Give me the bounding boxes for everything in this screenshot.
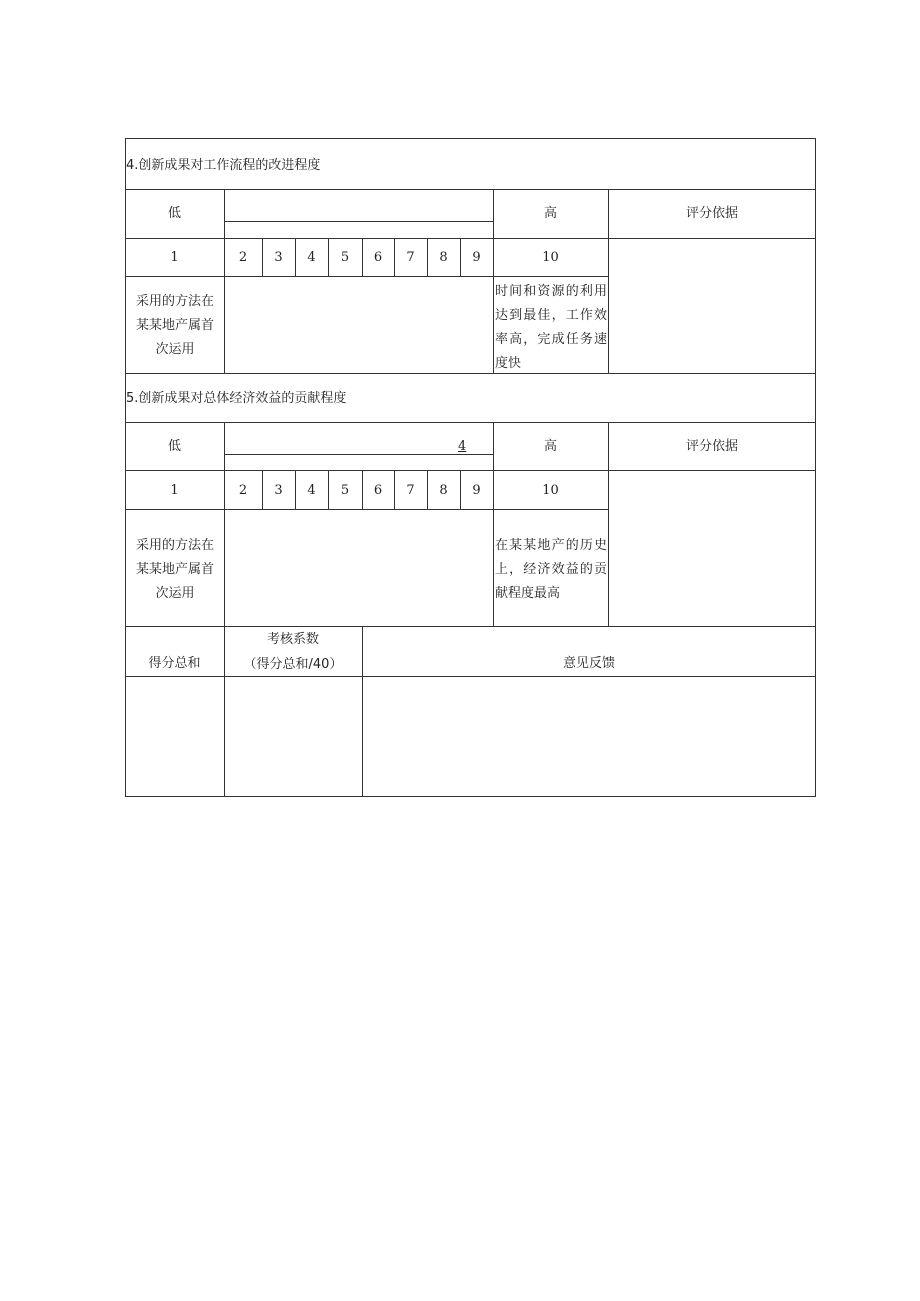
section4-score-10: 10: [542, 250, 559, 265]
section5-high-label: 高: [543, 439, 557, 454]
section5-score-3: 3: [274, 483, 283, 498]
total-score-label: 得分总和: [148, 656, 201, 671]
section5-title: 5.创新成果对总体经济效益的贡献程度: [126, 391, 347, 406]
section4-score-4: 4: [307, 250, 316, 265]
section4-high-label: 高: [543, 206, 557, 221]
section4-title: 4.创新成果对工作流程的改进程度: [126, 158, 321, 173]
section4-score-5: 5: [340, 250, 350, 265]
section4-score-6: 6: [373, 250, 383, 265]
section4-high-description: 时间和资源的利用达到最佳，工作效率高，完成任务速度快: [495, 284, 607, 371]
feedback-input-cell[interactable]: [363, 677, 815, 795]
feedback-label: 意见反馈: [562, 656, 615, 671]
divider: [125, 189, 816, 190]
section4-score-2: 2: [238, 250, 248, 265]
section4-score-1: 1: [170, 250, 179, 265]
section4-low-label: 低: [167, 206, 181, 221]
section5-score-5: 5: [340, 483, 350, 498]
section5-score-7: 7: [406, 483, 415, 498]
section4-basis-label: 评分依据: [685, 206, 738, 221]
section4-low-description: 采用的方法在某某地产属首次运用: [135, 294, 214, 357]
section5-score-10: 10: [542, 483, 559, 498]
section5-mid-mark: 4: [458, 439, 467, 454]
section5-basis-label: 评分依据: [685, 439, 738, 454]
section5-high-description: 在某某地产的历史上，经济效益的贡献程度最高: [495, 538, 607, 601]
section5-basis-cell[interactable]: [609, 471, 815, 625]
section5-low-label: 低: [167, 439, 181, 454]
section4-score-3: 3: [274, 250, 283, 265]
coefficient-formula: （得分总和/40）: [243, 657, 343, 672]
section4-basis-cell[interactable]: [609, 239, 815, 372]
coefficient-label: 考核系数: [266, 632, 319, 647]
divider: [125, 422, 816, 423]
section5-score-4: 4: [307, 483, 316, 498]
section5-score-9: 9: [472, 483, 481, 498]
section5-score-1: 1: [170, 483, 179, 498]
section4-score-8: 8: [439, 250, 448, 265]
section5-score-8: 8: [439, 483, 448, 498]
section5-low-description: 采用的方法在某某地产属首次运用: [135, 538, 214, 601]
section5-score-2: 2: [238, 483, 248, 498]
total-score-input-cell[interactable]: [126, 677, 223, 795]
section4-score-7: 7: [406, 250, 415, 265]
section4-score-9: 9: [472, 250, 481, 265]
coefficient-input-cell[interactable]: [225, 677, 361, 795]
section5-score-6: 6: [373, 483, 383, 498]
